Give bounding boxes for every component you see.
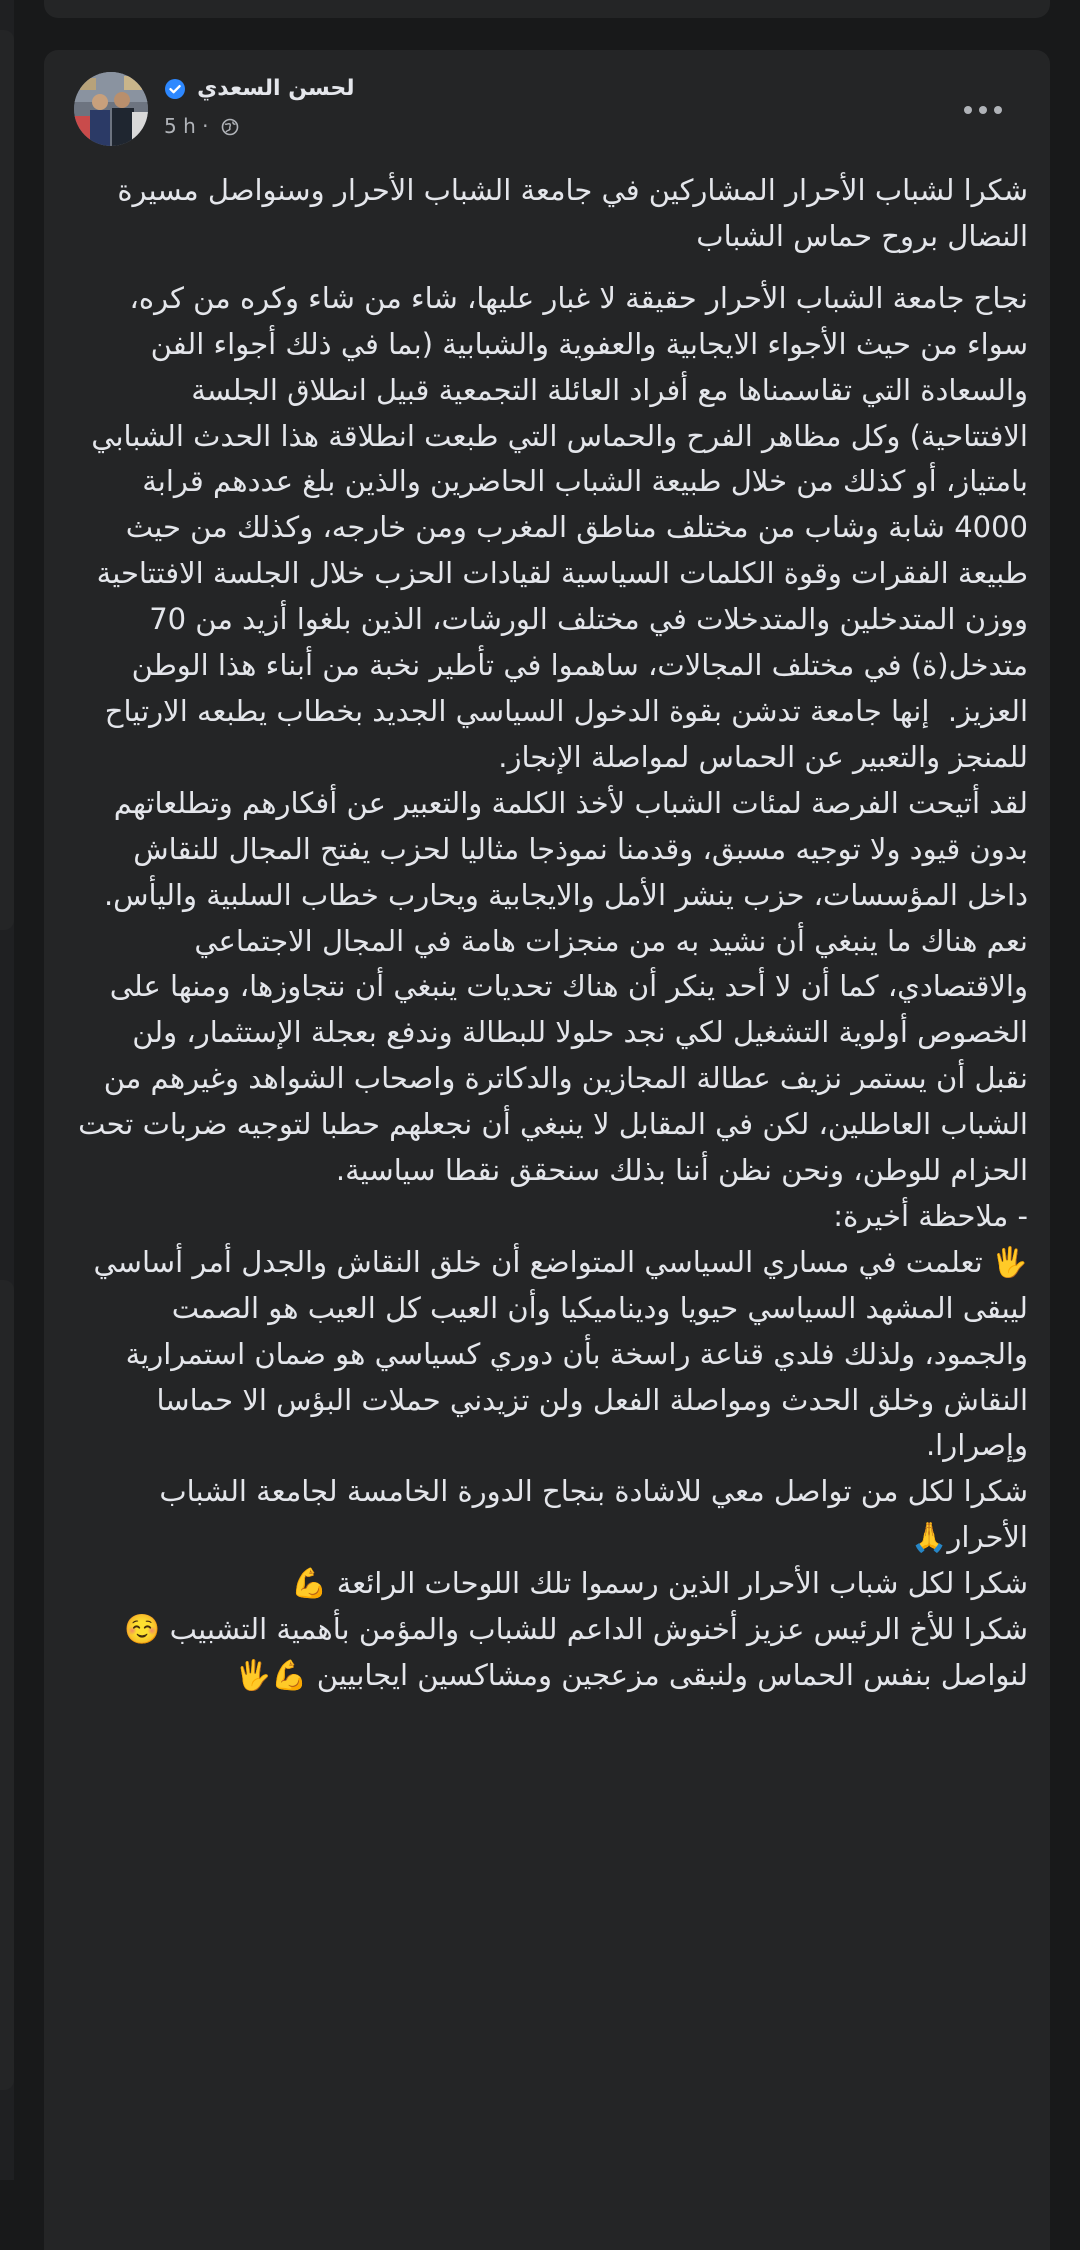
verified-badge-icon (164, 78, 186, 100)
post-paragraph: - ملاحظة أخيرة: (833, 1198, 1028, 1233)
post-paragraph: 🖐 تعلمت في مساري السياسي المتواضع أن خلق النقاش والجدل أمر أساسي ليبقى المشهد السياسي حيويا وديناميكيا وأن العيب كل العيب هو الصمت والجمود، ولذلك فلدي قناعة راسخة بأن دوري كسياسي هو ضمان استمرارية النقاش وخلق الحدث ومواصلة الفعل ولن تزيدني حملات البؤس الا حماسا وإصرارا. (84, 1244, 1028, 1463)
post-card (44, 50, 1050, 2250)
post-paragraph: شكرا لكل شباب الأحرار الذين رسموا تلك اللوحات الرائعة 💪 (291, 1566, 1028, 1601)
post-timestamp[interactable]: 5 h (164, 114, 196, 138)
more-options-button[interactable] (962, 100, 1006, 120)
more-dot (964, 106, 972, 114)
post-paragraph: نجاح جامعة الشباب الأحرار حقيقة لا غبار عليها، شاء من شاء وكره من كره، سواء من حيث الأجواء الايجابية والعفوية والشبابية (بما في ذلك أجواء الفن والسعادة التي تقاسمناها مع أفراد العائلة التجمعية قبيل انطلاق الجلسة الافتتاحية) وكل مظاهر الفرح والحماس التي طبعت انطلاقة هذا الحدث الشبابي بامتياز، أو كذلك من خلال طبيعة الشباب الحاضرين والذين بلغ عددهم قرابة 4000 شابة وشاب من مختلف مناطق المغرب ومن خارجه، وكذلك من حيث طبيعة الفقرات وقوة الكلمات السياسية لقيادات الحزب خلال الجلسة الافتتاحية ووزن المتدخلين والمتدخلات في مختلف الورشات، الذين بلغوا أزيد من 70 متدخل(ة) في مختلف المجالات، ساهموا في تأطير نخبة من أبناء هذا الوطن العزيز. إنها جامعة تدشن بقوة الدخول السياسي الجديد بخطاب يطبعه الارتياح للمنجز والتعبير عن الحماس لمواصلة الإنجاز. (82, 280, 1028, 774)
more-dot (979, 106, 987, 114)
globe-icon (221, 118, 239, 136)
author-name[interactable]: لحسن السعدي (197, 76, 355, 101)
post-paragraph: شكرا لشباب الأحرار المشاركين في جامعة الشباب الأحرار وسنواصل مسيرة النضال بروح حماس الشباب (108, 173, 1028, 253)
author-row (164, 76, 355, 101)
post-text (68, 168, 1028, 1699)
meta-separator: · (202, 114, 209, 138)
more-dot (994, 106, 1002, 114)
left-edge-segment (0, 1280, 14, 2090)
author-avatar[interactable] (74, 72, 148, 146)
left-edge-strip (0, 0, 14, 2180)
post-header (74, 72, 1024, 152)
post-paragraph: شكرا لكل من تواصل معي للاشادة بنجاح الدورة الخامسة لجامعة الشباب الأحرار🙏 (150, 1474, 1028, 1555)
post-paragraph: لنواصل بنفس الحماس ولنبقى مزعجين ومشاكسين ايجابيين 💪🖐 (235, 1658, 1028, 1692)
avatar-photo-icon (74, 72, 148, 146)
post-paragraph: شكرا للأخ الرئيس عزيز أخنوش الداعم للشباب والمؤمن بأهمية التشبيب ☺️ (124, 1612, 1028, 1647)
previous-post-card (44, 0, 1050, 18)
left-edge-segment (0, 30, 14, 930)
post-paragraph: لقد أتيحت الفرصة لمئات الشباب لأخذ الكلمة والتعبير عن أفكارهم وتطلعاتهم بدون قيود ولا توجيه مسبق، وقدمنا نموذجا مثاليا لحزب يفتح المجال للنقاش داخل المؤسسات، حزب ينشر الأمل والايجابية ويحارب خطاب السلبية واليأس. (103, 785, 1028, 912)
post-paragraph: نعم هناك ما ينبغي أن نشيد به من منجزات هامة في المجال الاجتماعي والاقتصادي، كما أن لا أحد ينكر أن هناك تحديات ينبغي أن نتجاوزها، ومنها على الخصوص أولوية التشغيل لكي نجد حلولا للبطالة وندفع بعجلة الإستثمار، ولن نقبل أن يستمر نزيف عطالة المجازين والدكاترة واصحاب الشواهد وغيرهم من الشباب العاطلين، لكن في المقابل لا ينبغي أن نجعلهم حطبا لتوجيه ضربات تحت الحزام للوطن، ونحن نظن أننا بذلك سنحقق نقطا سياسية. (68, 923, 1028, 1188)
post-meta (164, 114, 239, 138)
